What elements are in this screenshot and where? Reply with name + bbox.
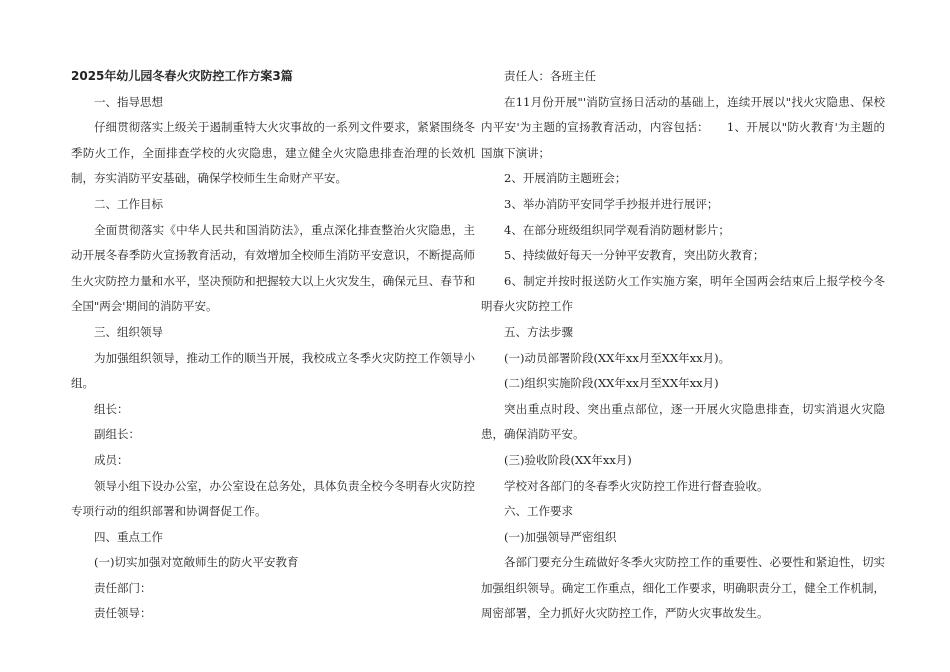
left-column xyxy=(71,64,475,627)
paragraph-acceptance: 学校对各部门的冬春季火灾防控工作进行督查验收。 xyxy=(504,478,769,493)
list-item: 4、在部分班级组织同学观看消防题材影片； xyxy=(504,222,730,237)
paragraph-activities: 在11月份开展"'消防宣扬日活动的基础上，连续开展以"找火灾隐患、保校内平安'为主题的宣扬教育活动，内容包括： 1、开展以"防火教育'为主题的国旗下演讲； xyxy=(481,94,885,160)
right-column xyxy=(481,64,885,627)
leader-line: 组长： xyxy=(94,401,129,416)
section-heading-key-work: 四、重点工作 xyxy=(94,529,163,544)
subheading-safety-education: (一)切实加强对宽敞师生的防火平安教育 xyxy=(94,555,299,570)
responsible-department-line: 责任部门： xyxy=(94,580,152,595)
responsible-leader-line: 责任领导： xyxy=(94,606,152,621)
list-item: 3、举办消防平安同学手抄报并进行展评； xyxy=(504,196,719,211)
stage-implementation: (二)组织实施阶段(XX年xx月至XX年xx月) xyxy=(504,376,719,391)
subheading-leadership: (一)加强领导严密组织 xyxy=(504,529,617,544)
section-heading-methods: 五、方法步骤 xyxy=(504,324,573,339)
list-item: 2、开展消防主题班会； xyxy=(504,171,627,186)
paragraph-guiding-ideology: 仔细贯彻落实上级关于遏制重特大火灾事故的一系列文件要求，紧紧围绕冬季防火工作，全面排查学校的火灾隐患，建立健全火灾隐患排查治理的长效机制，夯实消防平安基础，确保学校师生生命财产平安。 xyxy=(71,120,475,186)
stage-acceptance: (三)验收阶段(XX年xx月) xyxy=(504,452,632,467)
stage-mobilization: (一)动员部署阶段(XX年xx月至XX年xx月)。 xyxy=(504,350,731,365)
deputy-leader-line: 副组长： xyxy=(94,427,140,442)
list-item: 5、持续做好每天一分钟平安教育，突出防火教育； xyxy=(504,248,765,263)
responsible-person-line: 责任人：各班主任 xyxy=(504,69,596,83)
paragraph-implementation: 突出重点时段、突出重点部位，逐一开展火灾隐患排查，切实消退火灾隐患，确保消防平安。 xyxy=(481,401,885,442)
section-heading-requirements: 六、工作要求 xyxy=(504,504,573,519)
paragraph-leadership: 各部门要充分生疏做好冬季火灾防控工作的重要性、必要性和紧迫性，切实加强组织领导。确定工作重点，细化工作要求，明确职责分工，健全工作机制，周密部署，全力抓好火灾防控工作，严防火灾事故发生。 xyxy=(481,555,885,621)
document-title: 2025年幼儿园冬春火灾防控工作方案3篇 xyxy=(71,69,293,83)
paragraph-work-goals: 全面贯彻落实《中华人民共和国消防法》，重点深化排查整治火灾隐患，主动开展冬春季防火宣扬教育活动，有效增加全校师生消防平安意识，不断提高师生火灾防控力量和水平，坚决预防和把握较大以上火灾发生，确保元旦、春节和全国"两会'期间的消防平安。 xyxy=(71,222,475,314)
list-item: 6、制定并按时报送防火工作实施方案，明年全国两会结束后上报学校今冬明春火灾防控工作 xyxy=(481,273,885,314)
section-heading-guiding-ideology: 一、指导思想 xyxy=(94,94,163,109)
section-heading-work-goals: 二、工作目标 xyxy=(94,196,163,211)
paragraph-office: 领导小组下设办公室，办公室设在总务处，具体负责全校今冬明春火灾防控专项行动的组织部署和协调督促工作。 xyxy=(71,478,475,519)
paragraph-organization: 为加强组织领导，推动工作的顺当开展，我校成立冬季火灾防控工作领导小组。 xyxy=(71,350,475,391)
members-line: 成员： xyxy=(94,452,129,467)
section-heading-organization: 三、组织领导 xyxy=(94,324,163,339)
